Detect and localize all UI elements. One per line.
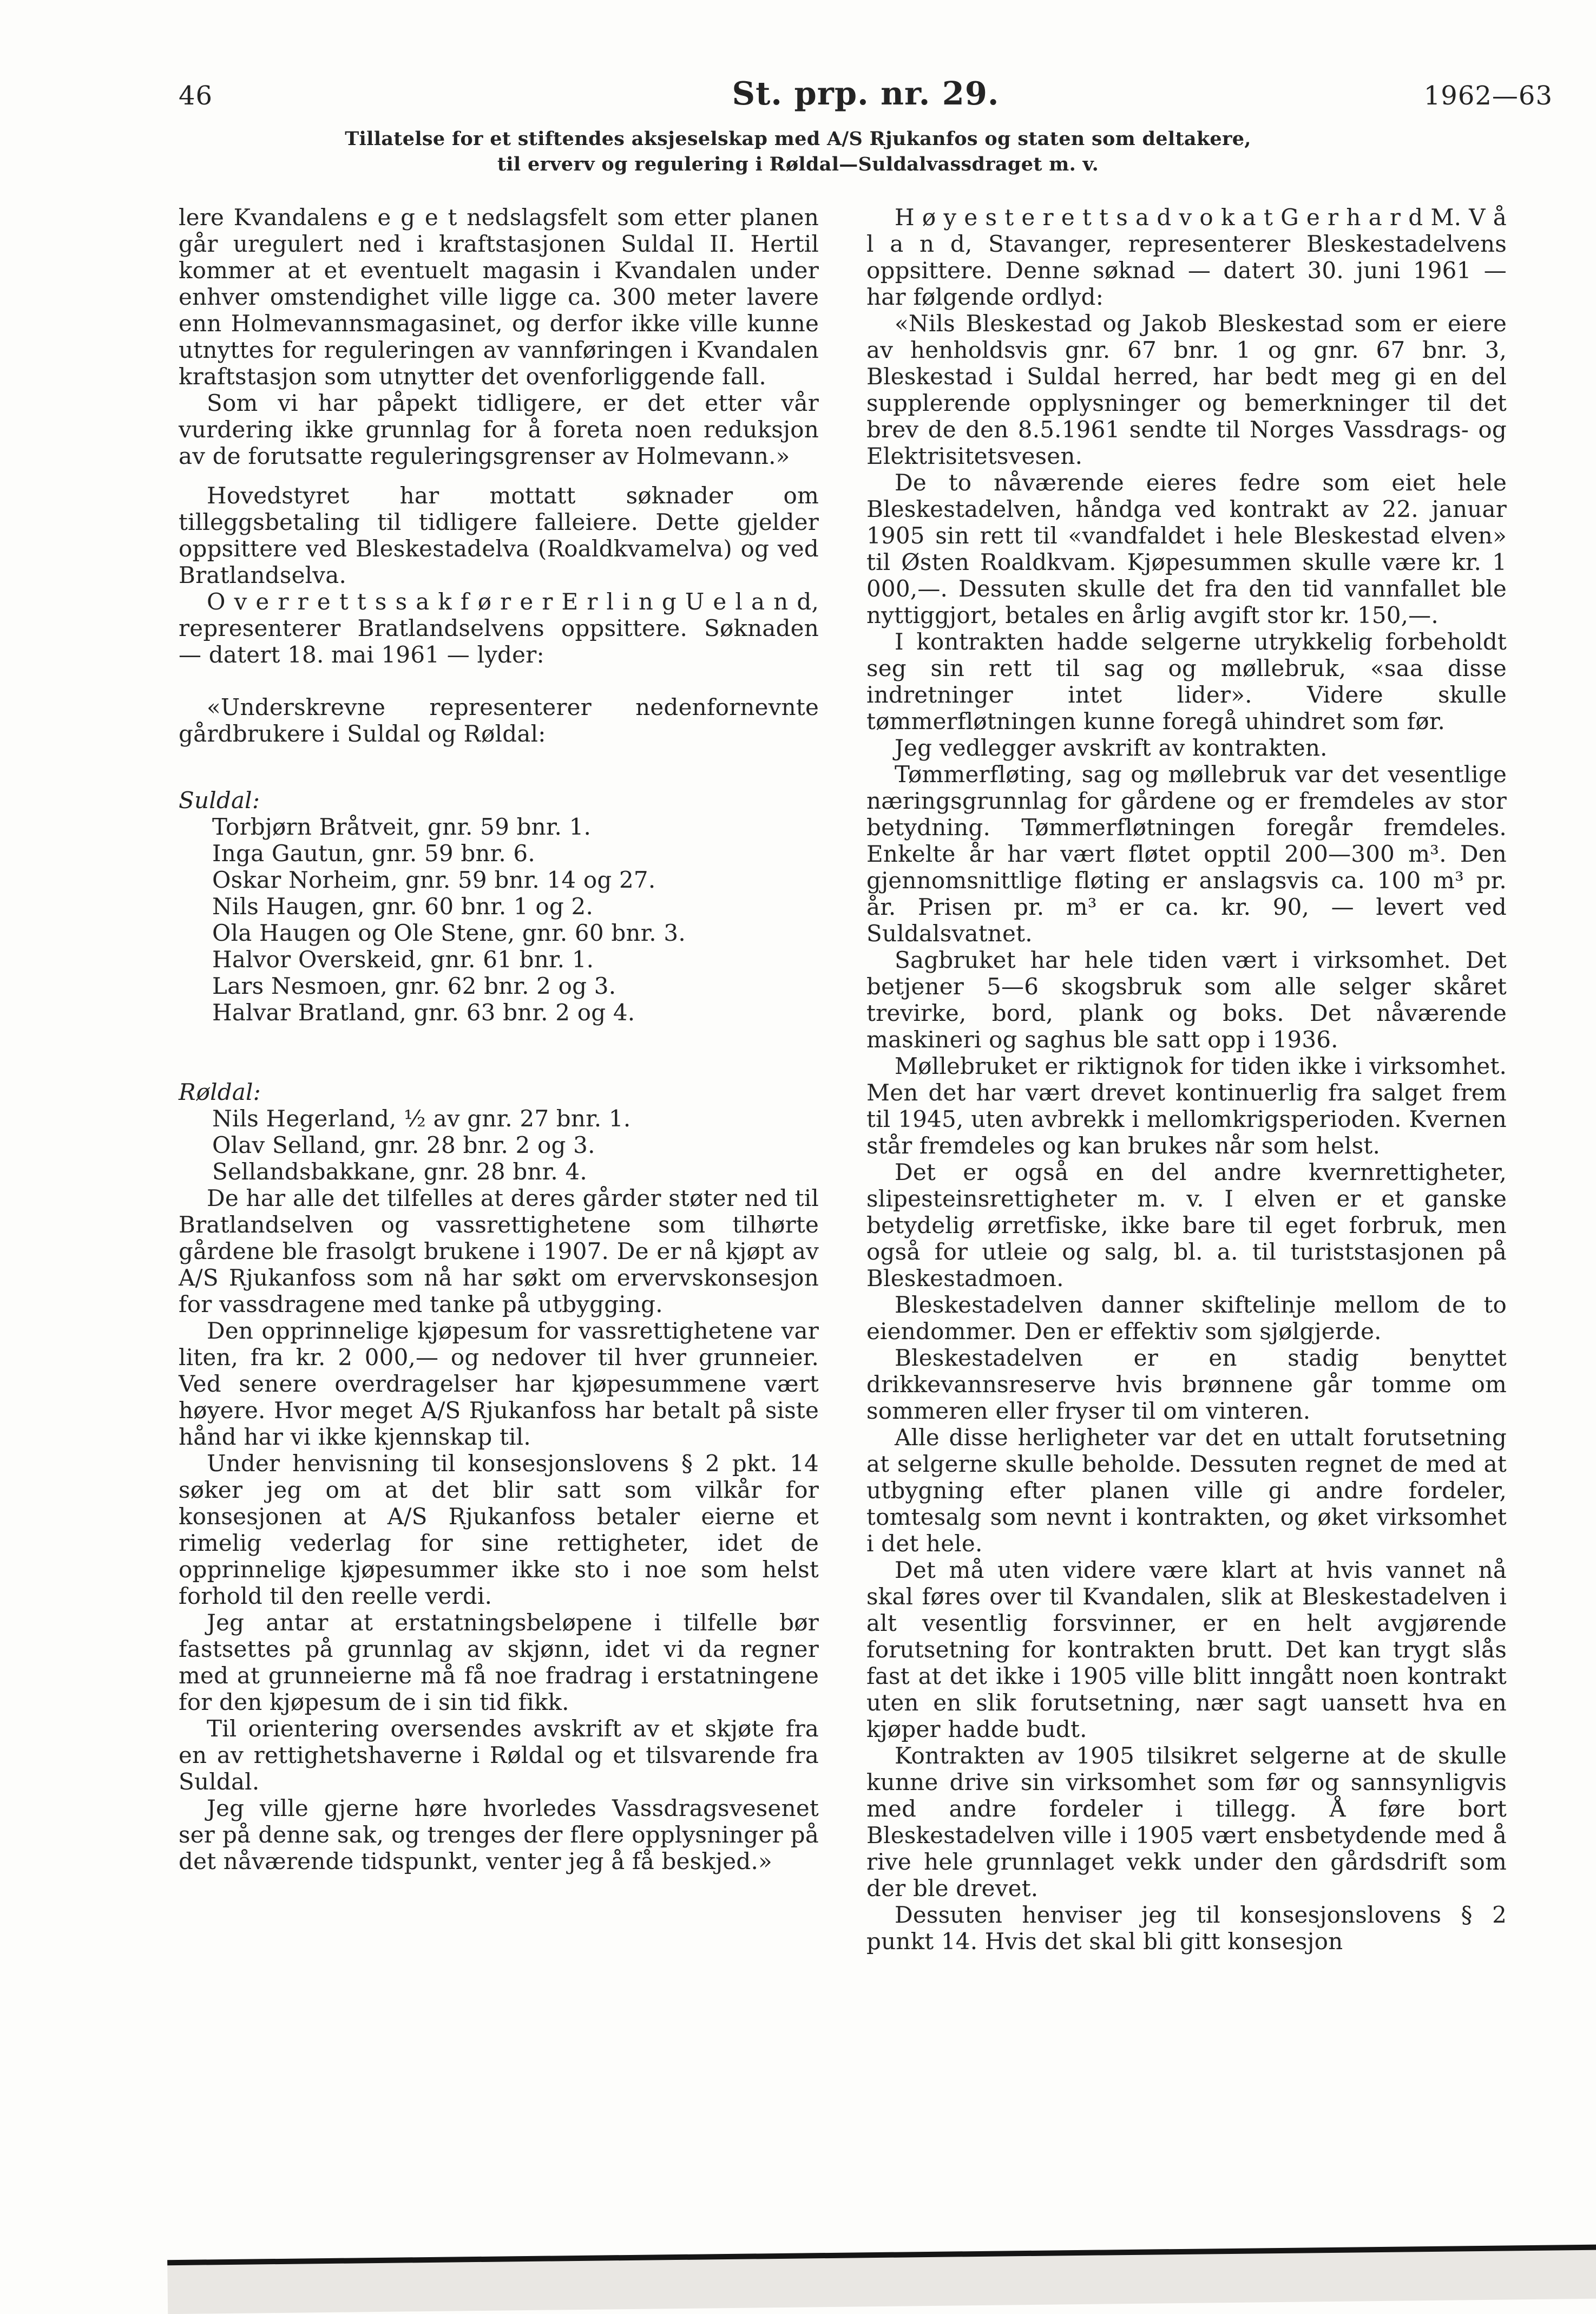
paragraph: Jeg antar at erstatningsbeløpene i tilfelle bør fastsettes på grunnlag av skjønn, idet vi da regner med at grunneierne må få noe fradrag i erstatningene for den kjøpesum de i sin tid fikk. bbox=[179, 1609, 819, 1715]
subtitle-line-2: til erverv og regulering i Røldal—Suldalvassdraget m. v. bbox=[497, 153, 1099, 175]
owner-list bbox=[179, 814, 819, 1026]
subtitle-line-1: Tillatelse for et stiftendes aksjeselskap med A/S Rjukanfos og staten som deltakere, bbox=[345, 128, 1251, 150]
paragraph: Alle disse herligheter var det en uttalt forutsetning at selgerne skulle beholde. Dessuten regnet de med at utbygning efter planen ville gi andre fordeler, tomtesalg som nevnt i kontrakten, og øket virksomhet i det hele. bbox=[866, 1424, 1507, 1557]
paragraph: De har alle det tilfelles at deres gårder støter ned til Bratlandselven og vassrettighetene som tilhørte gårdene ble frasolgt brukene i 1907. De er nå kjøpt av A/S Rjukanfoss som nå har søkt om ervervskonsesjon for vassdragene med tanke på utbygging. bbox=[179, 1185, 819, 1317]
left-column bbox=[179, 204, 819, 1955]
page-header bbox=[0, 0, 1596, 112]
paragraph: Dessuten henviser jeg til konsesjonslovens § 2 punkt 14. Hvis det skal bli gitt konsesjon bbox=[866, 1902, 1507, 1955]
right-column bbox=[866, 204, 1507, 1955]
edition-years: 1962—63 bbox=[1423, 81, 1553, 111]
list-item: Olav Selland, gnr. 28 bnr. 2 og 3. bbox=[212, 1132, 595, 1158]
paragraph: Kontrakten av 1905 tilsikret selgerne at de skulle kunne drive sin virksomhet som før og sannsynligvis med andre fordeler i tillegg. Å føre bort Bleskestadelven ville i 1905 vært ensbetydende med å rive hele grunnlaget vekk under den gårdsdrift som der ble drevet. bbox=[866, 1742, 1507, 1902]
paragraph: Jeg vedlegger avskrift av kontrakten. bbox=[895, 735, 1328, 761]
section-heading: Røldal: bbox=[179, 1079, 261, 1105]
list-item: Nils Haugen, gnr. 60 bnr. 1 og 2. bbox=[212, 893, 593, 920]
document-subtitle bbox=[0, 126, 1596, 177]
list-item: Inga Gautun, gnr. 59 bnr. 6. bbox=[212, 840, 535, 867]
paragraph: Til orientering oversendes avskrift av et skjøte fra en av rettighetshaverne i Røldal og et tilsvarende fra Suldal. bbox=[179, 1715, 819, 1795]
paragraph: Det er også en del andre kvernrettigheter, slipesteinsrettigheter m. v. I elven er et ganske betydelig ørretfiske, ikke bare til eget forbruk, men også for utleie og salg, bl. a. til turiststasjonen på Bleskestadmoen. bbox=[866, 1159, 1507, 1292]
list-item: Oskar Norheim, gnr. 59 bnr. 14 og 27. bbox=[212, 867, 656, 893]
paragraph: Hovedstyret har mottatt søknader om tilleggsbetaling til tidligere falleiere. Dette gjelder oppsittere ved Bleskestadelva (Roaldkvamelva) og ved Bratlandselva. bbox=[179, 482, 819, 588]
paragraph: I kontrakten hadde selgerne utrykkelig forbeholdt seg sin rett til sag og møllebruk, «saa disse indretninger intet lider». Videre skulle tømmerfløtningen kunne foregå uhindret som før. bbox=[866, 628, 1507, 735]
list-item: Sellandsbakkane, gnr. 28 bnr. 4. bbox=[212, 1158, 587, 1185]
paragraph: Tømmerfløting, sag og møllebruk var det vesentlige næringsgrunnlag for gårdene og er fremdeles av stor betydning. Tømmerfløtningen foregår fremdeles. Enkelte år har vært fløtet opptil 200—300 m³. Den gjennomsnittlige fløting er anslagsvis ca. 100 m³ pr. år. Prisen pr. m³ er ca. kr. 90, — levert ved Suldalsvatnet. bbox=[866, 761, 1507, 947]
paragraph: Det må uten videre være klart at hvis vannet nå skal føres over til Kvandalen, slik at Bleskestadelven i alt vesentlig forsvinner, er en helt avgjørende forutsetning for kontrakten brutt. Det kan trygt slås fast at det ikke i 1905 ville blitt inngått noen kontrakt uten en slik forutsetning, nær sagt uansett hva en kjøper hadde budt. bbox=[866, 1557, 1507, 1742]
paragraph: H ø y e s t e r e t t s a d v o k a t G e r h a r d M. V å l a n d, Stavanger, representerer Bleskestadelvens oppsittere. Denne søknad — datert 30. juni 1961 — har følgende ordlyd: bbox=[866, 204, 1507, 310]
paragraph: Den opprinnelige kjøpesum for vassrettighetene var liten, fra kr. 2 000,— og nedover til hver grunneier. Ved senere overdragelser har kjøpesummene vært høyere. Hvor meget A/S Rjukanfoss har betalt på siste hånd har vi ikke kjennskap til. bbox=[179, 1317, 819, 1450]
text-columns bbox=[0, 177, 1596, 1955]
list-item: Nils Hegerland, ½ av gnr. 27 bnr. 1. bbox=[212, 1105, 631, 1132]
list-item: Halvar Bratland, gnr. 63 bnr. 2 og 4. bbox=[212, 999, 635, 1026]
owner-list bbox=[179, 1105, 819, 1185]
paragraph: Bleskestadelven danner skiftelinje mellom de to eiendommer. Den er effektiv som sjølgjerde. bbox=[866, 1292, 1507, 1345]
scan-bottom-edge bbox=[167, 2244, 1596, 2314]
paragraph: Som vi har påpekt tidligere, er det etter vår vurdering ikke grunnlag for å foreta noen reduksjon av de forutsatte reguleringsgrenser av Holmevann.» bbox=[179, 390, 819, 469]
paragraph: De to nåværende eieres fedre som eiet hele Bleskestadelven, håndga ved kontrakt av 22. januar 1905 sin rett til «vandfaldet i hele Bleskestad elven» til Østen Roaldkvam. Kjøpesummen skulle være kr. 1 000,—. Dessuten skulle det fra den tid vannfallet ble nyttiggjort, betales en årlig avgift stor kr. 150,—. bbox=[866, 469, 1507, 628]
paragraph: lere Kvandalens e g e t nedslagsfelt som etter planen går uregulert ned i kraftstasjonen Suldal II. Hertil kommer at et eventuelt magasin i Kvandalen under enhver omstendighet ville ligge ca. 300 meter lavere enn Holmevannsmagasinet, og derfor ikke ville kunne utnyttes for reguleringen av vannføringen i Kvandalen kraftstasjon som utnytter det ovenforliggende fall. bbox=[179, 204, 819, 390]
paragraph: Jeg ville gjerne høre hvorledes Vassdragsvesenet ser på denne sak, og trenges der flere opplysninger på det nåværende tidspunkt, venter jeg å få beskjed.» bbox=[179, 1795, 819, 1874]
paragraph: «Nils Bleskestad og Jakob Bleskestad som er eiere av henholdsvis gnr. 67 bnr. 1 og gnr. 67 bnr. 3, Bleskestad i Suldal herred, har bedt meg gi en del supplerende opplysninger og bemerkninger til det brev de den 8.5.1961 sendte til Norges Vassdrags- og Elektrisitetsvesen. bbox=[866, 310, 1507, 469]
paragraph: Bleskestadelven er en stadig benyttet drikkevannsreserve hvis brønnene går tomme om sommeren eller fryser til om vinteren. bbox=[866, 1345, 1507, 1424]
paragraph: O v e r r e t t s s a k f ø r e r E r l i n g U e l a n d, representerer Bratlandselvens oppsittere. Søknaden — datert 18. mai 1961 — lyder: bbox=[179, 588, 819, 668]
list-item: Halvor Overskeid, gnr. 61 bnr. 1. bbox=[212, 946, 594, 973]
section-heading: Suldal: bbox=[179, 787, 260, 814]
paragraph: Under henvisning til konsesjonslovens § 2 pkt. 14 søker jeg om at det blir satt som vilkår for konsesjonen at A/S Rjukanfoss betaler eierne et rimelig vederlag for sine rettigheter, idet de opprinnelige kjøpesummer ikke sto i noe som helst forhold til den reelle verdi. bbox=[179, 1450, 819, 1609]
paragraph: Sagbruket har hele tiden vært i virksomhet. Det betjener 5—6 skogsbruk som alle selger skåret trevirke, bord, plank og boks. Det nåværende maskineri og saghus ble satt opp i 1936. bbox=[866, 947, 1507, 1053]
page-number: 46 bbox=[179, 81, 213, 111]
list-item: Lars Nesmoen, gnr. 62 bnr. 2 og 3. bbox=[212, 973, 616, 999]
list-item: Torbjørn Bråtveit, gnr. 59 bnr. 1. bbox=[212, 814, 592, 840]
document-title: St. prp. nr. 29. bbox=[732, 75, 1000, 112]
list-item: Ola Haugen og Ole Stene, gnr. 60 bnr. 3. bbox=[212, 920, 686, 946]
paragraph: Møllebruket er riktignok for tiden ikke i virksomhet. Men det har vært drevet kontinuerlig fra salget frem til 1945, uten avbrekk i mellomkrigsperioden. Kvernen står fremdeles og kan brukes når som helst. bbox=[866, 1053, 1507, 1159]
paragraph: «Underskrevne representerer nedenfornevnte gårdbrukere i Suldal og Røldal: bbox=[179, 694, 819, 747]
